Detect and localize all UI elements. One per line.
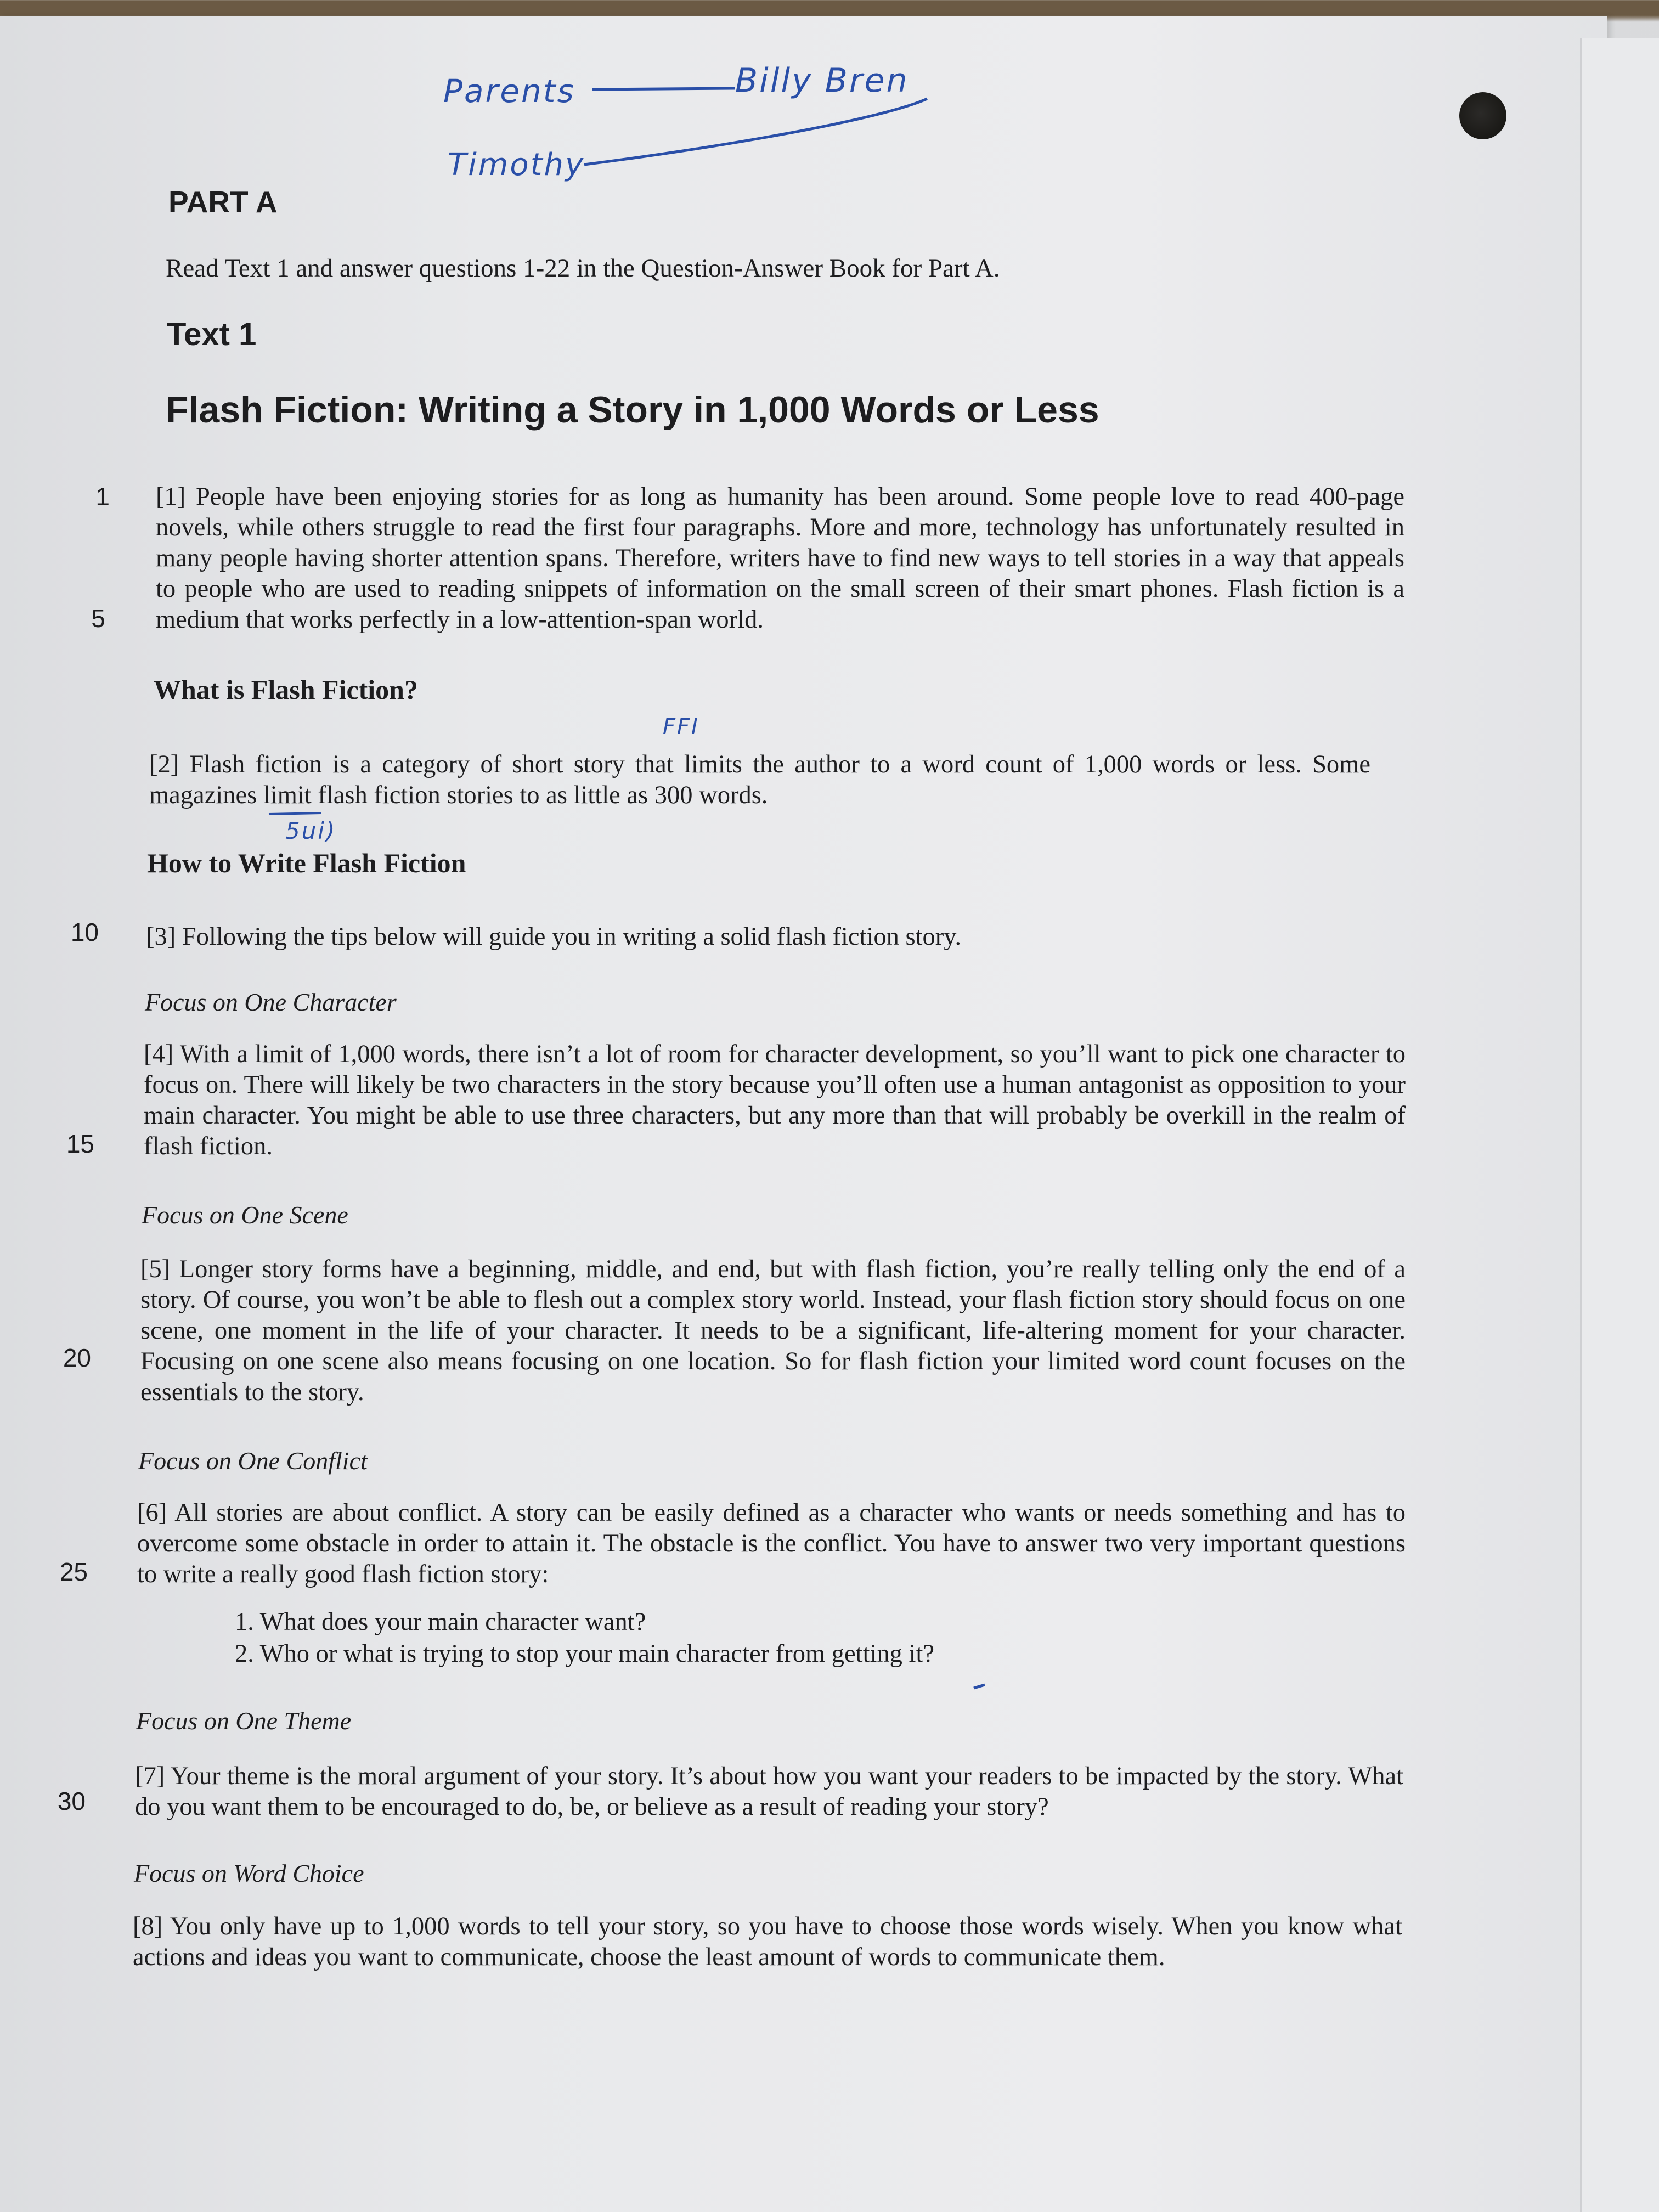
heading-how-to-write: How to Write Flash Fiction (147, 848, 466, 878)
annotation-billy-bren: Billy Bren (735, 61, 909, 100)
paragraph-7: [7] Your theme is the moral argument of your story. It’s about how you want your readers to be impacted by the story. What do you want them to be encouraged to do, be, or believe as a result of reading your story? (135, 1762, 1403, 1821)
paragraph-3: [3] Following the tips below will guide you in writing a solid flash fiction story. (146, 923, 962, 951)
subheading-one-theme: Focus on One Theme (136, 1707, 352, 1735)
line-number: 25 (59, 1558, 88, 1586)
list-item: 1. What does your main character want? (235, 1608, 646, 1636)
annotation-parents: Parents (443, 72, 575, 110)
text-label: Text 1 (167, 317, 257, 352)
list-item: 2. Who or what is trying to stop your main character from getting it? (235, 1640, 935, 1668)
subheading-one-conflict: Focus on One Conflict (138, 1447, 368, 1475)
instruction-text: Read Text 1 and answer questions 1-22 in the Question-Answer Book for Part A. (166, 254, 1000, 283)
paragraph-1: [1] People have been enjoying stories for as long as humanity has been around. Some people love to read 400-page novels, while others struggle to read the first four paragraphs. More and more, technology has unfortunately resulted in many people having shorter attention spans. Therefore, writers have to find new ways to tell stories in a way that appeals to people who are used to reading snippets of information on the small screen of their smart phones. Flash fiction is a medium that works perfectly in a low-attention-span world. (156, 483, 1404, 634)
heading-what-is-flash-fiction: What is Flash Fiction? (154, 674, 418, 705)
line-number: 1 (95, 482, 110, 511)
subheading-one-character: Focus on One Character (145, 988, 397, 1016)
paragraph-8: [8] You only have up to 1,000 words to tell your story, so you have to choose those words wisely. When you know what actions and ideas you want to communicate, choose the least amount of words to communicate them. (133, 1912, 1402, 1971)
part-title: PART A (168, 185, 278, 219)
subheading-one-scene: Focus on One Scene (142, 1201, 348, 1229)
line-number: 5 (91, 604, 105, 633)
subheading-word-choice: Focus on Word Choice (134, 1859, 364, 1887)
line-number: 30 (57, 1787, 86, 1815)
annotation-timothy: Timothy (448, 147, 585, 183)
question-list (235, 1606, 934, 1670)
paragraph-5: [5] Longer story forms have a beginning, middle, and end, but with flash fiction, you’re really telling only the end of a story. Of course, you won’t be able to flesh out a complex story world. Instead, your flash fiction story should focus on one scene, one moment in the life of your character. It needs to be a significant, life-altering moment for your character. Focusing on one scene also means focusing on one location. So for flash fiction your limited word count focuses on the essentials to the story. (140, 1255, 1406, 1406)
annotation-mark-1: FFI (663, 714, 699, 740)
article-title: Flash Fiction: Writing a Story in 1,000 Words or Less (166, 389, 1099, 431)
line-number: 10 (70, 918, 99, 946)
paragraph-4: [4] With a limit of 1,000 words, there isn’t a lot of room for character development, so you’ll want to pick one character to focus on. There will likely be two characters in the story because you’ll often use a human antagonist as opposition to your main character. You might be able to use three characters, but any more than that will probably be overkill in the realm of flash fiction. (144, 1040, 1406, 1160)
line-number: 20 (63, 1344, 91, 1372)
line-number: 15 (66, 1130, 94, 1158)
paragraph-2: [2] Flash fiction is a category of short story that limits the author to a word count of 1,000 words or less. Some magazines limit flash fiction stories to as little as 300 words. (149, 751, 1370, 809)
annotation-mark-2: 5ui) (285, 817, 337, 844)
paragraph-6: [6] All stories are about conflict. A story can be easily defined as a character who wants or needs something and has to overcome some obstacle in order to attain it. The obstacle is the conflict. You have to answer two very important questions to write a really good flash fiction story: (137, 1499, 1406, 1588)
